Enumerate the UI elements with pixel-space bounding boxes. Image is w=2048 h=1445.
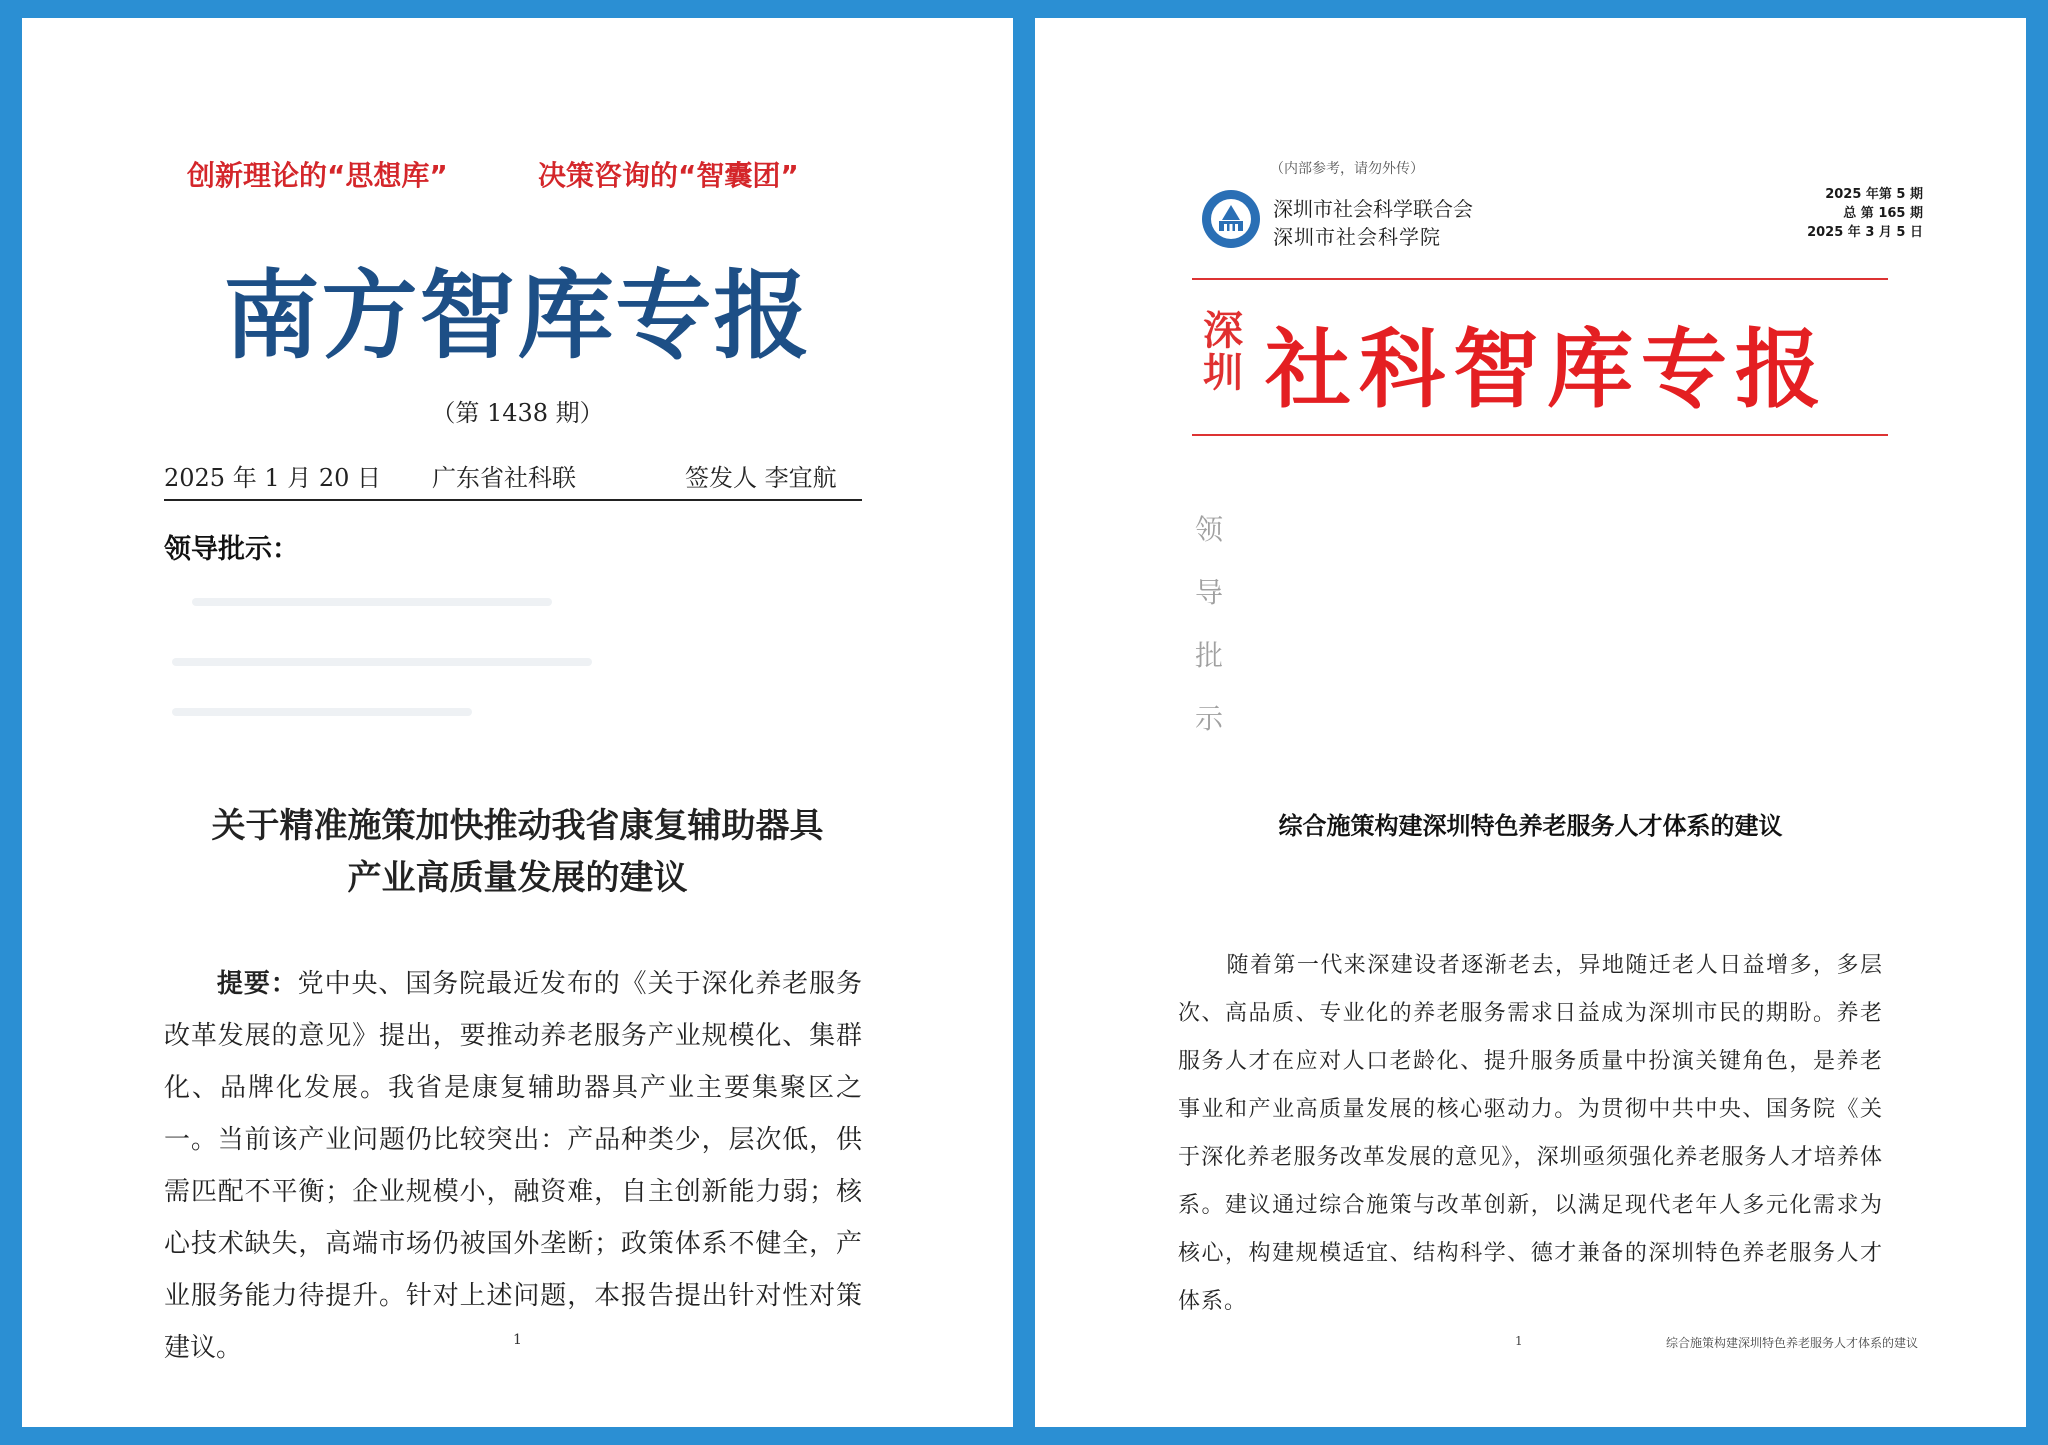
abstract-label: 提要：: [216, 969, 298, 999]
right-body-text: 随着第一代来深建设者逐渐老去，异地随迁老人日益增多，多层次、高品质、专业化的养老服务需求日益成为深圳市民的期盼。养老服务人才在应对人口老龄化、提升服务质量中扮演关键角色，是养老事业和产业高质量发展的核心驱动力。为贯彻中共中央、国务院《关于深化养老服务改革发展的意见》，深圳亟须强化养老服务人才培养体系。建议通过综合施策与改革创新，以满足现代老年人多元化需求为核心，构建规模适宜、结构科学、德才兼备的深圳特色养老服务人才体系。: [1178, 953, 1883, 1314]
right-body-paragraph: [1178, 942, 1883, 1326]
left-document-page: [22, 18, 1013, 1427]
issue-year: 2025 年第 5 期: [1825, 187, 1923, 202]
masthead-prefix: 深圳: [1203, 308, 1243, 396]
social-science-federation-logo-icon: [1200, 188, 1262, 250]
left-page-number: 1: [513, 1332, 522, 1348]
issue-total: 总 第 165 期: [1843, 206, 1923, 221]
abstract-text: 党中央、国务院最近发布的《关于深化养老服务改革发展的意见》提出，要推动养老服务产业规模化、集群化、品牌化发展。我省是康复辅助器具产业主要集聚区之一。当前该产业问题仍比较突出：产品种类少，层次低，供需匹配不平衡；企业规模小，融资难，自主创新能力弱；核心技术缺失，高端市场仍被国外垄断；政策体系不健全，产业服务能力待提升。针对上述问题，本报告提出针对性对策建议。: [164, 969, 862, 1363]
left-issue-number: （第 1438 期）: [431, 399, 604, 427]
left-signer: 签发人 李宜航: [685, 464, 837, 492]
right-masthead: 社科智库专报: [1265, 319, 1829, 420]
left-document-title: [22, 800, 1013, 904]
right-instructions-label: 领导批示: [1195, 513, 1224, 735]
left-title-line-2: 产业高质量发展的建议: [347, 858, 688, 898]
left-instructions-label: 领导批示：: [164, 534, 299, 565]
issue-date: 2025 年 3 月 5 日: [1807, 225, 1923, 240]
org-name-academy: 深圳市社会科学院: [1273, 225, 1441, 249]
confidential-note: （内部参考，请勿外传）: [1270, 161, 1424, 177]
right-document-page: [1035, 18, 2026, 1427]
slogan-think-tank: 创新理论的“思想库”: [187, 159, 448, 192]
right-footer-title: 综合施策构建深圳特色养老服务人才体系的建议: [1665, 1336, 1918, 1350]
right-document-title: 综合施策构建深圳特色养老服务人才体系的建议: [1278, 812, 1783, 840]
left-publisher: 广东省社科联: [432, 464, 576, 492]
right-page-number: 1: [1515, 1334, 1523, 1348]
org-name-federation: 深圳市社会科学联合会: [1273, 197, 1473, 221]
left-abstract: [164, 958, 862, 1374]
redacted-line: [192, 598, 552, 606]
masthead-top-rule: [1192, 278, 1888, 280]
slogan-advisory-group: 决策咨询的“智囊团”: [538, 159, 799, 192]
left-date: 2025 年 1 月 20 日: [164, 464, 382, 492]
header-divider: [164, 499, 862, 501]
masthead-bottom-rule: [1192, 434, 1888, 436]
left-title-line-1: 关于精准施策加快推动我省康复辅助器具: [211, 806, 824, 846]
redacted-line: [172, 708, 472, 716]
redacted-line: [172, 658, 592, 666]
left-masthead: 南方智库专报: [223, 260, 812, 372]
